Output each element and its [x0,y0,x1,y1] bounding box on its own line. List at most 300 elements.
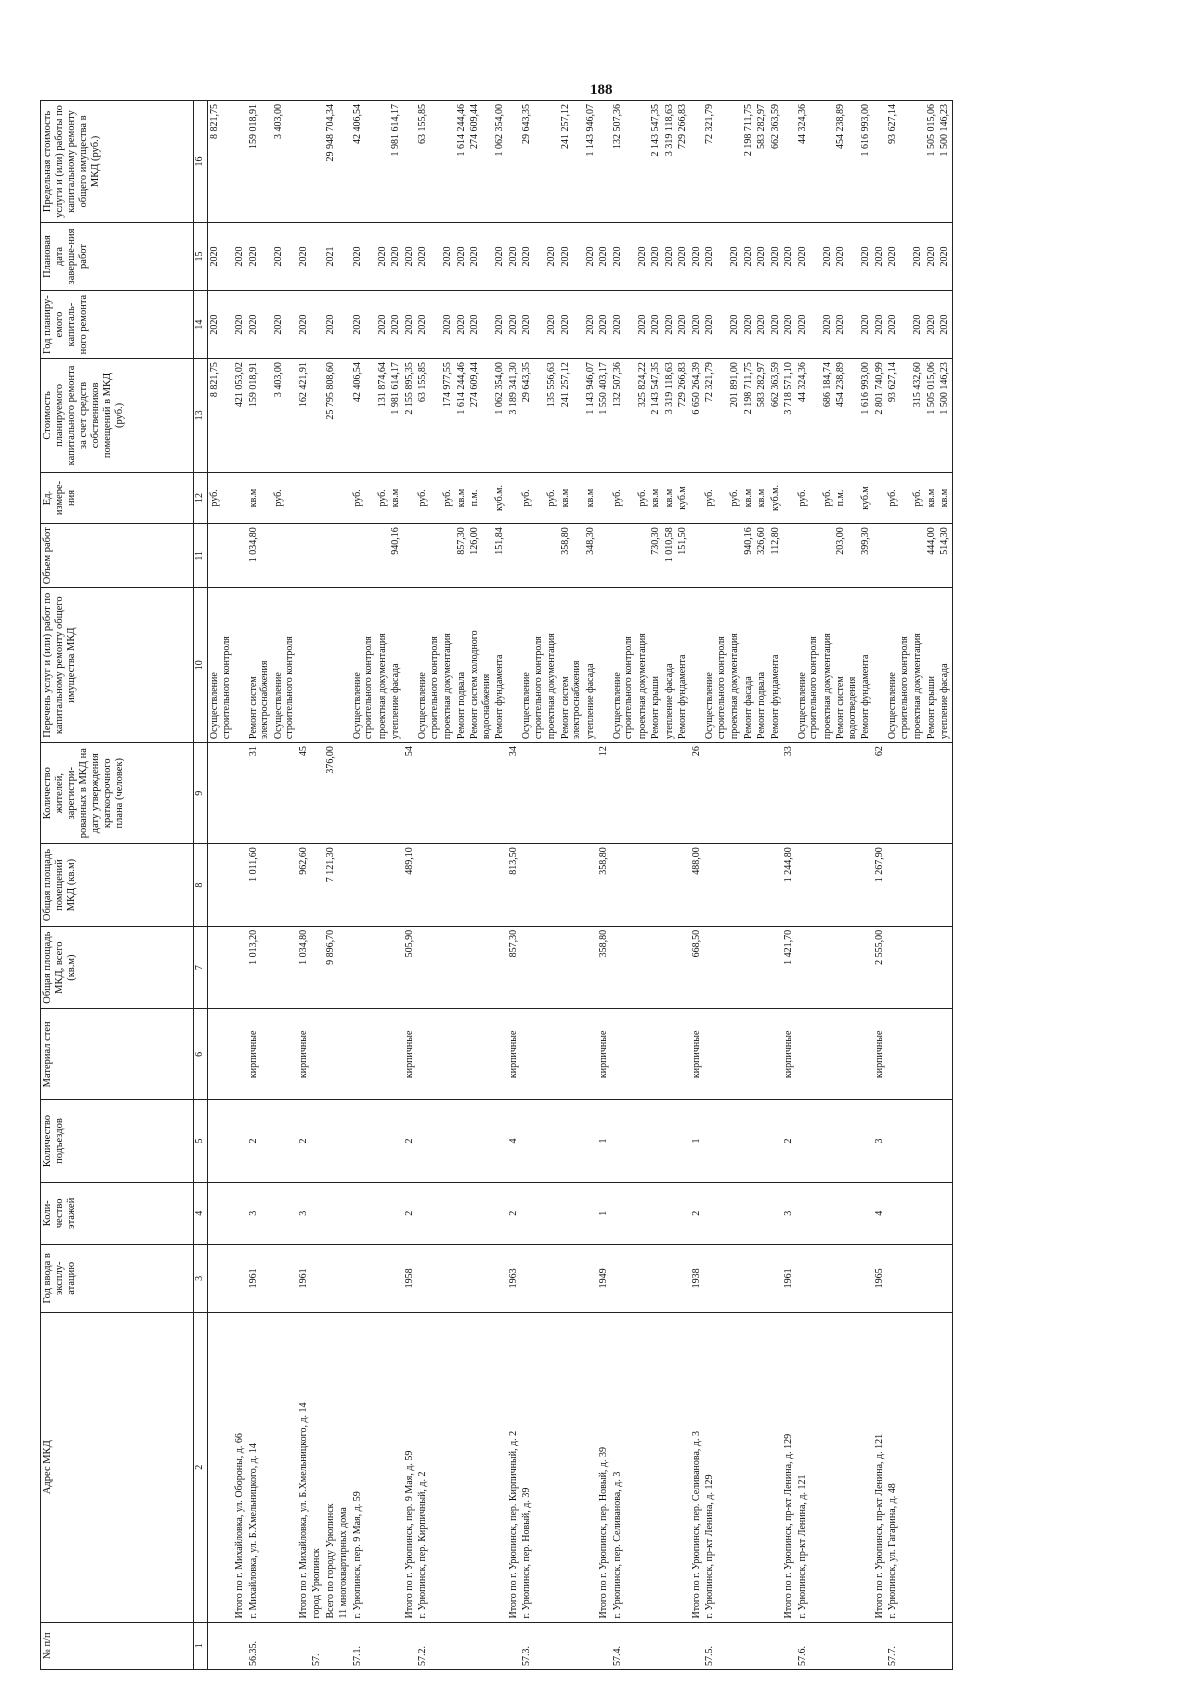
cell-c2 [520,1312,545,1622]
cell-c10 [636,588,650,743]
cell-c7 [676,926,690,1009]
cell-c11 [925,524,939,588]
cell-c4 [597,1182,611,1244]
cell-c5 [559,1100,584,1183]
cell-c6 [742,1009,756,1100]
cell-c15 [545,222,559,290]
cell-c2 [247,1312,272,1622]
table-row [324,101,338,1670]
cell-c14 [233,291,247,359]
table-row [416,101,441,1670]
cell-text: 1 500 146,23 [939,104,950,157]
cell-c7 [834,926,859,1009]
cell-c10 [782,588,796,743]
cell-text: 2020 [272,314,284,335]
cell-text: 2021 [324,246,336,267]
cell-c12 [584,472,598,524]
cell-text: 2020 [636,246,648,267]
cell-c2 [611,1312,636,1622]
cell-text: руб. [417,489,428,507]
cell-text: 2020 [769,314,781,335]
cell-text: 1 143 946,07 [584,104,596,157]
cell-text: 1 [598,1138,609,1144]
cell-text: 2020 [390,246,401,267]
cell-text: 1938 [690,1268,702,1289]
cell-c5 [703,1100,728,1183]
cell-text: кв.м [559,488,571,508]
cell-c2 [441,1312,455,1622]
cell-c8 [925,844,939,927]
cell-c14 [873,291,887,359]
cell-c12 [649,472,663,524]
cell-c14 [507,291,521,359]
cell-text: г. Урюпинск, пер. Кирпичный, д. 2 [417,1471,428,1619]
cell-c4 [403,1182,417,1244]
cell-c4 [611,1182,636,1244]
column-header-6: Материал стен [41,1009,194,1100]
cell-c2 [703,1312,728,1622]
cell-c4 [769,1182,783,1244]
cell-text: 2020 [584,314,596,335]
cell-c4 [468,1182,493,1244]
cell-c14 [925,291,939,359]
cell-c2 [886,1312,911,1622]
cell-c9 [597,743,611,844]
cell-c1 [636,1622,650,1669]
cell-c5 [636,1100,650,1183]
cell-text: руб. [611,489,623,507]
cell-text: 1 550 403,17 [598,362,609,415]
cell-c6 [272,1009,297,1100]
cell-c11 [455,524,469,588]
cell-c7 [208,926,234,1009]
cell-c14 [455,291,469,359]
cell-c1 [782,1622,796,1669]
table-row [821,101,835,1670]
cell-text: 63 155,85 [417,104,428,144]
cell-c11 [441,524,455,588]
cell-c7 [247,926,272,1009]
cell-line: Осуществление [209,672,220,740]
cell-text: 2 198 711,75 [742,104,754,157]
cell-c15 [337,222,351,290]
cell-c2 [636,1312,650,1622]
cell-c3 [676,1244,690,1312]
cell-text: 1961 [783,1268,794,1289]
cell-c13 [351,359,376,473]
cell-c4 [690,1182,704,1244]
cell-text: 1 981 614,17 [390,362,401,415]
cell-line: Ремонт подвала [756,671,767,740]
cell-text: кирпичные [507,1030,519,1079]
cell-c11 [703,524,728,588]
cell-text: кв.м [663,488,675,508]
cell-c2 [233,1312,247,1622]
cell-c11 [938,524,952,588]
cell-c1 [611,1622,636,1669]
cell-c4 [676,1182,690,1244]
cell-text: г. Михайловка, ул. Б.Хмельницкого, д. 14 [247,1443,259,1619]
cell-text: 2020 [912,314,923,335]
cell-c12 [272,472,297,524]
cell-text: 72 321,79 [704,362,715,403]
cell-text: 2020 [376,246,388,267]
cell-text: Итого по г. Урюпинск, пер. Селиванова, д. 3 [690,1431,702,1619]
cell-text: руб. [351,489,363,507]
table-row [493,101,507,1670]
cell-text: 2020 [297,314,309,335]
cell-c12 [911,472,925,524]
cell-text: 42 406,54 [351,362,363,403]
table-row [769,101,783,1670]
cell-c2 [663,1312,677,1622]
cell-c5 [911,1100,925,1183]
cell-text: 56.35. [247,1641,259,1666]
column-header-12: Ед. измере-ния [41,472,194,524]
table-row [233,101,247,1670]
cell-text: 135 556,63 [546,362,557,408]
cell-c12 [742,472,756,524]
cell-text: 2020 [636,314,648,335]
cell-c3 [821,1244,835,1312]
cell-line: проектная документация [442,633,453,740]
cell-c14 [337,291,351,359]
cell-c4 [247,1182,272,1244]
cell-c12 [310,472,324,524]
cell-c9 [886,743,911,844]
cell-text: 11 многоквартирных дома [338,1507,349,1619]
cell-c2 [351,1312,376,1622]
cell-c5 [859,1100,873,1183]
cell-text: 1 244,80 [783,847,794,883]
cell-c7 [742,926,756,1009]
cell-c2 [584,1312,598,1622]
cell-c9 [337,743,351,844]
cell-c6 [545,1009,559,1100]
cell-line: Осуществление [351,672,363,740]
cell-c16 [324,101,338,223]
cell-c15 [559,222,584,290]
column-number: 8 [194,844,208,927]
cell-line: утепление фасада [390,663,401,740]
cell-c13 [468,359,493,473]
table-row [649,101,663,1670]
cell-c11 [416,524,441,588]
cell-text: 2020 [650,246,661,267]
cell-c12 [597,472,611,524]
cell-c13 [925,359,939,473]
cell-c8 [742,844,756,927]
cell-c16 [925,101,939,223]
cell-c3 [859,1244,873,1312]
cell-c3 [742,1244,756,1312]
cell-c6 [520,1009,545,1100]
cell-line: Ремонт систем [247,676,259,740]
cell-c13 [690,359,704,473]
cell-c5 [769,1100,783,1183]
cell-c4 [728,1182,742,1244]
table-row [636,101,650,1670]
cell-c3 [520,1244,545,1312]
cell-c10 [873,588,887,743]
cell-text: 2020 [611,246,623,267]
cell-c7 [376,926,390,1009]
cell-line: строительного контроля [428,636,440,740]
cell-text: 2020 [455,246,467,267]
cell-c2 [493,1312,507,1622]
cell-c5 [297,1100,311,1183]
cell-c9 [441,743,455,844]
cell-line: Ремонт систем [559,676,571,740]
cell-c12 [925,472,939,524]
cell-c9 [416,743,441,844]
cell-c15 [755,222,769,290]
cell-c14 [728,291,742,359]
cell-c6 [376,1009,390,1100]
cell-c3 [782,1244,796,1312]
cell-text: 962,60 [297,847,309,875]
cell-c9 [507,743,521,844]
cell-text: 2020 [521,314,532,335]
cell-c12 [376,472,390,524]
cell-c1 [416,1622,441,1669]
cell-c13 [208,359,234,473]
cell-c7 [649,926,663,1009]
cell-c3 [663,1244,677,1312]
table-row [247,101,272,1670]
cell-text: 662 363,59 [769,104,781,149]
cell-text: 940,16 [390,527,401,555]
cell-c2 [821,1312,835,1622]
cell-text: кирпичные [247,1030,259,1079]
cell-text: 2020 [611,314,623,335]
cell-c2 [911,1312,925,1622]
cell-c7 [925,926,939,1009]
cell-line: водоснабжения [480,673,492,740]
cell-c10 [649,588,663,743]
cell-c16 [455,101,469,223]
cell-c8 [208,844,234,927]
cell-c16 [351,101,376,223]
cell-c5 [389,1100,403,1183]
cell-c15 [507,222,521,290]
cell-c14 [468,291,493,359]
cell-c16 [834,101,859,223]
cell-c6 [403,1009,417,1100]
cell-text: 1 [690,1138,702,1144]
cell-c7 [272,926,297,1009]
cell-c4 [507,1182,521,1244]
cell-c5 [742,1100,756,1183]
cell-text: г. Урюпинск, пр-кт Ленина, д. 129 [704,1474,715,1619]
cell-c16 [520,101,545,223]
cell-c15 [611,222,636,290]
cell-text: 2020 [677,314,688,335]
cell-text: 1 421,70 [783,929,794,965]
cell-c6 [597,1009,611,1100]
cell-c1 [676,1622,690,1669]
cell-line: строительного контроля [220,636,232,740]
cell-text: 2020 [417,314,428,335]
table-row [351,101,376,1670]
cell-c12 [324,472,338,524]
cell-c8 [416,844,441,927]
cell-c16 [247,101,272,223]
cell-c12 [690,472,704,524]
cell-text: 3 319 118,63 [663,104,675,157]
cell-text: 2 [247,1138,259,1144]
cell-c1 [742,1622,756,1669]
cell-c9 [663,743,677,844]
cell-text: 2020 [442,246,453,267]
cell-text: 2020 [821,246,833,267]
cell-c14 [663,291,677,359]
cell-c10 [297,588,311,743]
cell-c9 [272,743,297,844]
cell-c2 [389,1312,403,1622]
cell-text: руб. [704,489,715,507]
cell-c9 [297,743,311,844]
cell-c3 [403,1244,417,1312]
cell-c16 [389,101,403,223]
cell-c13 [441,359,455,473]
cell-c10 [455,588,469,743]
column-number: 4 [194,1182,208,1244]
cell-text: 4 [507,1138,519,1144]
cell-c13 [376,359,390,473]
cell-c16 [769,101,783,223]
cell-text: 1 505 015,06 [925,362,937,415]
cell-text: 3 [247,1210,259,1216]
cell-c4 [649,1182,663,1244]
cell-c2 [755,1312,769,1622]
cell-c6 [796,1009,821,1100]
cell-c10 [233,588,247,743]
cell-c9 [324,743,338,844]
column-header-11: Объем работ [41,524,194,588]
cell-c1 [351,1622,376,1669]
cell-text: 34 [507,746,519,757]
cell-c9 [742,743,756,844]
cell-c5 [403,1100,417,1183]
cell-c7 [796,926,821,1009]
cell-c1 [597,1622,611,1669]
cell-line: утепление фасада [939,663,950,740]
cell-c16 [873,101,887,223]
cell-text: 26 [690,746,702,757]
cell-c10 [597,588,611,743]
cell-text: кв.м [756,488,767,508]
cell-c5 [676,1100,690,1183]
cell-text: 489,10 [403,847,415,875]
cell-c13 [337,359,351,473]
cell-c11 [468,524,493,588]
cell-c13 [782,359,796,473]
cell-text: 421 053,02 [234,362,245,408]
cell-c14 [520,291,545,359]
cell-c8 [728,844,742,927]
cell-c15 [272,222,297,290]
cell-c16 [376,101,390,223]
cell-c6 [310,1009,324,1100]
cell-c5 [468,1100,493,1183]
column-number: 3 [194,1244,208,1312]
cell-c5 [441,1100,455,1183]
cell-c16 [493,101,507,223]
cell-c11 [834,524,859,588]
cell-c10 [208,588,234,743]
cell-text: Итого по г. Урюпинск, пер. Кирпичный, д. 2 [507,1430,519,1619]
cell-text: 2020 [494,246,505,267]
cell-c9 [728,743,742,844]
cell-c13 [233,359,247,473]
cell-c11 [769,524,783,588]
cell-c16 [403,101,417,223]
cell-c15 [468,222,493,290]
cell-text: 54 [403,746,415,757]
cell-c14 [769,291,783,359]
cell-text: 2020 [677,246,688,267]
column-header-8: Общая площадь помещений МКД (кв.м) [41,844,194,927]
cell-c6 [886,1009,911,1100]
cell-c13 [769,359,783,473]
cell-text: 3 [873,1138,885,1144]
cell-c16 [310,101,324,223]
column-header-7: Общая площадь МКД, всего (кв.м) [41,926,194,1009]
cell-c15 [821,222,835,290]
cell-c12 [782,472,796,524]
cell-c1 [297,1622,311,1669]
cell-c11 [324,524,338,588]
cell-text: кв.м [939,488,950,508]
cell-c6 [873,1009,887,1100]
table-row [663,101,677,1670]
cell-c11 [782,524,796,588]
cell-c5 [351,1100,376,1183]
cell-c12 [520,472,545,524]
cell-c9 [351,743,376,844]
cell-c8 [247,844,272,927]
cell-text: 2 [403,1210,415,1216]
cell-text: 2020 [729,246,740,267]
cell-c8 [769,844,783,927]
cell-c10 [584,588,598,743]
cell-line: Осуществление [272,672,284,740]
cell-c14 [376,291,390,359]
cell-c1 [886,1622,911,1669]
cell-text: 2020 [559,246,571,267]
cell-c15 [324,222,338,290]
cell-c11 [676,524,690,588]
cell-text: 2020 [835,314,846,335]
cell-c12 [796,472,821,524]
cell-text: 2020 [297,246,309,267]
cell-c2 [938,1312,952,1622]
column-number: 15 [194,222,208,290]
cell-c1 [796,1622,821,1669]
cell-c3 [297,1244,311,1312]
cell-c2 [769,1312,783,1622]
cell-c2 [416,1312,441,1622]
cell-c6 [663,1009,677,1100]
cell-text: 2020 [821,314,833,335]
cell-text: куб.м. [494,484,505,511]
cell-c6 [559,1009,584,1100]
cell-text: 2020 [559,314,571,335]
column-number: 1 [194,1622,208,1669]
cell-text: 686 184,74 [821,362,833,408]
cell-c14 [938,291,952,359]
